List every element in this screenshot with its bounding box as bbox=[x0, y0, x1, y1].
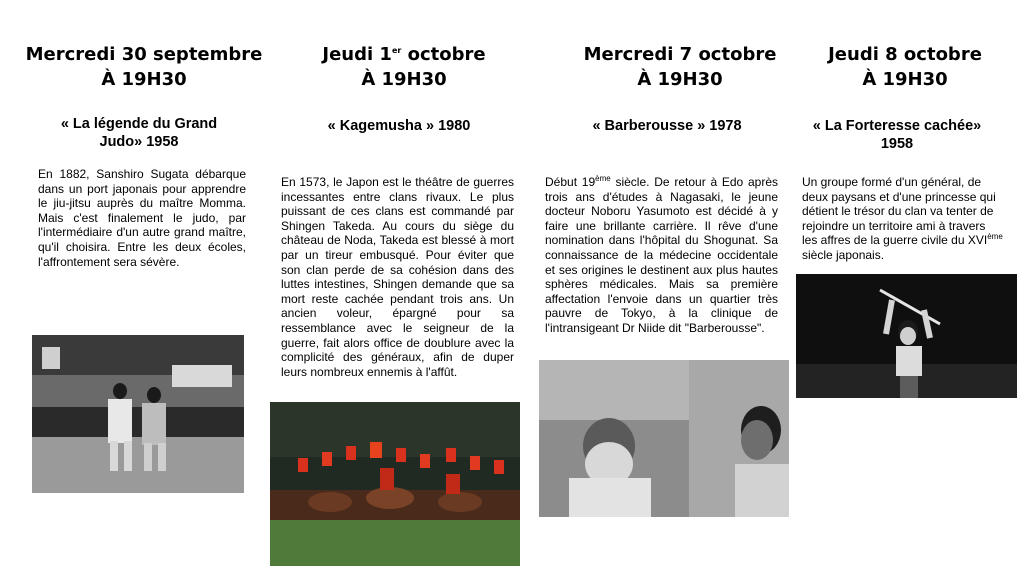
film-3-photo bbox=[539, 360, 789, 517]
film-3-description: Début 19ème siècle. De retour à Edo après trois ans d'études à Nagasaki, le jeune docteur Noboru Yasumoto est décidé à y faire une brillante carrière. Il rêve d'une nomination dans l'hôpital du Shogunat. Sa connaissance de la médecine occidentale et ses origines le destinent aux plus hautes sphères médicales. Mais sa première affectation l'envoie dans un quartier très pauvre de Tokyo, à la clinique de l'intransigeant Dr Niide dit "Barberousse". bbox=[545, 174, 779, 335]
film-3-title: « Barberousse » 1978 bbox=[592, 118, 742, 134]
film-1-day: Mercredi 30 septembre bbox=[25, 44, 263, 65]
film-1-date bbox=[24, 42, 264, 92]
film-4-title: « La Forteresse cachée» 1958 bbox=[812, 118, 982, 152]
film-4-description: Un groupe formé d'un général, de deux paysans et d'une princesse qui détient le trésor du clan va tenter de rejoindre un territoire ami à travers les affres de la guerre civile du XVIème siècle japonais. bbox=[802, 175, 1003, 262]
film-2-photo bbox=[270, 402, 520, 566]
film-3-day: Mercredi 7 octobre bbox=[583, 44, 777, 65]
film-3-date bbox=[560, 42, 800, 92]
film-2-time: À 19H30 bbox=[361, 69, 447, 90]
film-4-time: À 19H30 bbox=[862, 69, 948, 90]
film-1-description: En 1882, Sanshiro Sugata débarque dans un port japonais pour apprendre le jiu-jitsu auprès du maître Momma. Mais c'est finalement le judo, par l'intermédiaire d'un autre grand maître, qu'il choisira. Entre les deux écoles, l'affrontement sera sévère. bbox=[38, 167, 246, 269]
film-4-date bbox=[785, 42, 1024, 92]
film-4-photo bbox=[796, 274, 1017, 398]
film-1-photo bbox=[32, 335, 244, 493]
film-2-description: En 1573, le Japon est le théâtre de guerres incessantes entre clans rivaux. Le plus puissant de ces clans est commandé par Shingen Takeda. Au cours du siège du château de Noda, Takeda est blessé à mort par un tireur embusqué. Pour éviter que son clan perde de sa cohésion dans des luttes intestines, Shingen demande que sa mort reste cachée pendant trois ans. Un ancien voleur, épargné pour sa ressemblance avec le seigneur de la guerre, fait alors office de doublure avec la complicité des généraux, afin de duper leurs nombreux ennemis à l'affût. bbox=[281, 175, 514, 379]
film-1-title: « La légende du Grand Judo» 1958 bbox=[60, 116, 218, 150]
film-2-date bbox=[284, 42, 524, 92]
film-3-time: À 19H30 bbox=[637, 69, 723, 90]
film-4-day: Jeudi 8 octobre bbox=[828, 44, 982, 65]
film-2-day: Jeudi 1er octobre bbox=[322, 44, 486, 65]
film-2-title: « Kagemusha » 1980 bbox=[327, 118, 471, 134]
film-1-time: À 19H30 bbox=[101, 69, 187, 90]
